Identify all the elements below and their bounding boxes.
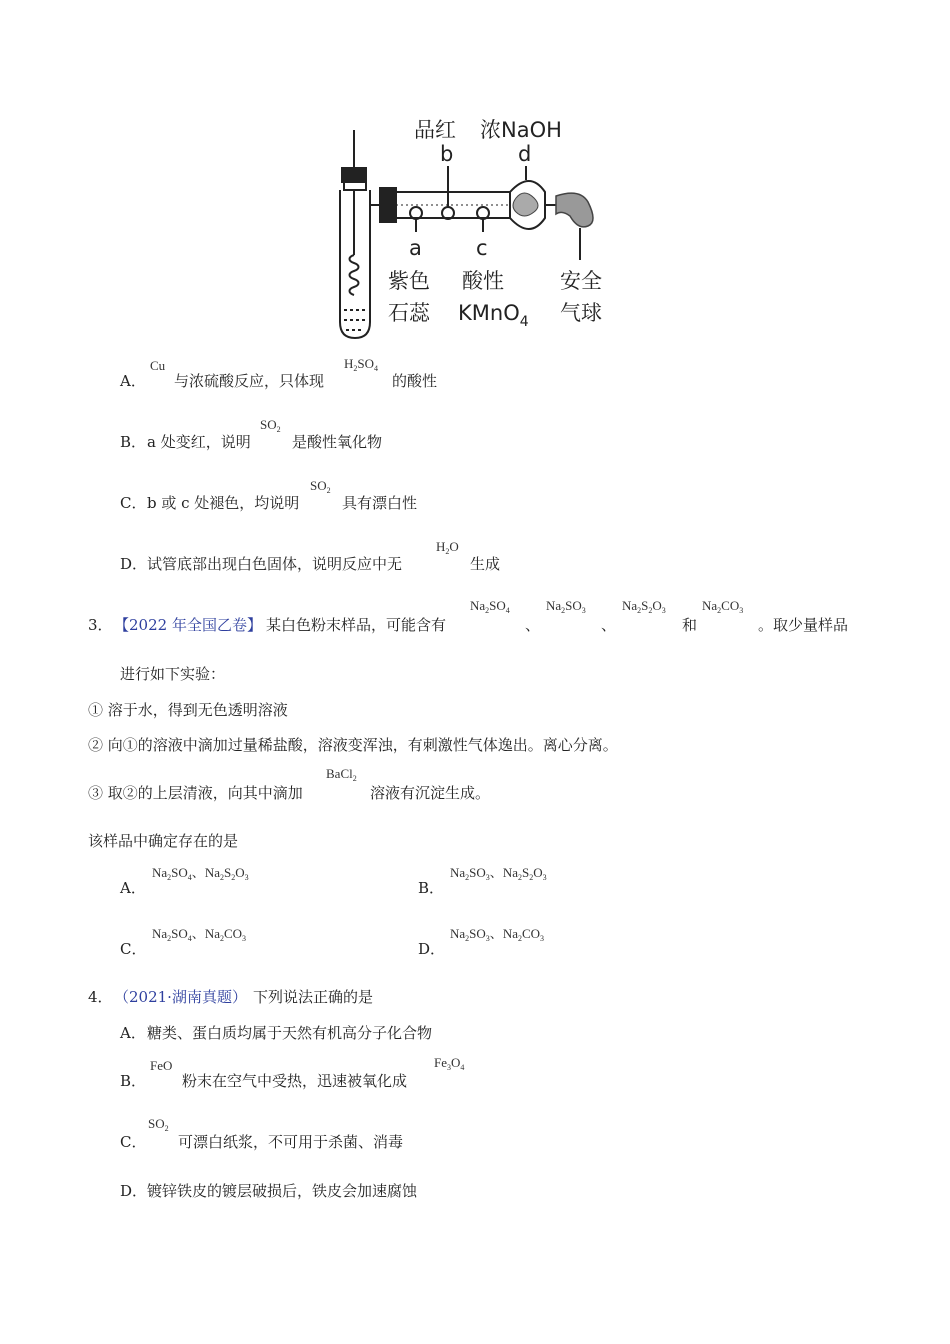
- diagram-label-pinhong: 品红: [414, 118, 456, 142]
- q2-option-c-letter: C．: [120, 494, 147, 512]
- diagram-label-b: b: [440, 142, 454, 166]
- step-2: ② 向①的溶液中滴加过量稀盐酸，溶液变浑浊，有刺激性气体逸出。离心分离。: [88, 736, 618, 754]
- formula-fe3o4: $Fe_3O_4$: [434, 1055, 465, 1072]
- option-letter: A．: [120, 1024, 146, 1042]
- diagram-label-anquan: 安全: [560, 269, 602, 293]
- diagram-label-suanxing: 酸性: [462, 269, 504, 293]
- q2-option-d-text: 试管底部出现白色固体，说明反应中无: [147, 555, 403, 573]
- question-prompt: 该样品中确定存在的是: [88, 832, 239, 850]
- diagram-label-a: a: [409, 236, 422, 260]
- question-number: 3．: [88, 616, 113, 634]
- question-stem: 某白色粉末样品，可能含有: [266, 616, 447, 634]
- option-letter: D．: [120, 1182, 148, 1200]
- q2-option-b-letter: B．: [120, 433, 147, 451]
- question-number: 4．: [88, 988, 113, 1006]
- q2-option-a-letter: A．: [120, 372, 146, 390]
- question-source: （2021·湖南真题）: [114, 988, 247, 1006]
- q2-option-d-text-end: 生成: [470, 555, 501, 573]
- option-letter: B．: [120, 1072, 147, 1090]
- option-letter: D．: [418, 940, 446, 958]
- step-3: ③ 取②的上层清液，向其中滴加: [88, 784, 303, 802]
- formula-na2co3: $Na_2CO_3$: [702, 598, 744, 615]
- formula-bacl2: BaCl$_2$: [326, 766, 357, 783]
- option-letter: A．: [120, 879, 146, 897]
- q2-option-c-text: b 或 c 处褪色，均说明: [147, 494, 300, 512]
- option-letter: C．: [120, 1133, 147, 1151]
- q2-option-c-text-end: 具有漂白性: [342, 494, 418, 512]
- step-3-end: 溶液有沉淀生成。: [370, 784, 491, 802]
- separator: 、: [525, 616, 541, 634]
- question-stem: 下列说法正确的是: [253, 988, 374, 1006]
- formula-na2s2o3: $Na_2S_2O_3$: [622, 598, 666, 615]
- conjunction: 和: [682, 616, 698, 634]
- option-text: 粉末在空气中受热，迅速被氧化成: [182, 1072, 408, 1090]
- step-1: ① 溶于水，得到无色透明溶液: [88, 701, 288, 719]
- formula-feo: FeO: [150, 1058, 173, 1073]
- apparatus-diagram: [330, 110, 630, 342]
- formula-h2so4: $H_2SO_4$: [344, 356, 379, 373]
- formula-cu: Cu: [150, 358, 166, 373]
- formula-so2: $SO_2$: [148, 1116, 169, 1133]
- question-stem-continued: 进行如下实验：: [120, 665, 226, 683]
- diagram-label-kmno4: KMnO$_4$: [458, 301, 529, 330]
- separator: 、: [601, 616, 617, 634]
- option-text: 可漂白纸浆，不可用于杀菌、消毒: [178, 1133, 404, 1151]
- question-source: 【2022 年全国乙卷】: [114, 616, 262, 634]
- diagram-label-d: d: [518, 142, 532, 166]
- q2-option-b-text: a 处变红，说明: [147, 433, 251, 451]
- option-text: 糖类、蛋白质均属于天然有机高分子化合物: [147, 1024, 433, 1042]
- formula-h2o: $H_2O$: [436, 539, 459, 556]
- formula-so2: $SO_2$: [310, 478, 331, 495]
- q2-option-d-letter: D．: [120, 555, 148, 573]
- diagram-label-zise: 紫色: [388, 269, 430, 293]
- formula-so2: $SO_2$: [260, 417, 281, 434]
- q2-option-a-text-end: 的酸性: [392, 372, 438, 390]
- option-letter: B．: [418, 879, 445, 897]
- option-letter: C．: [120, 940, 147, 958]
- q2-option-b-text-end: 是酸性氧化物: [292, 433, 383, 451]
- formula-na2so4: $Na_2SO_4$: [470, 598, 510, 615]
- formula-na2so4-na2s2o3: $Na_2SO_4$、$Na_2S_2O_3$: [152, 865, 249, 882]
- diagram-label-qiqiu: 气球: [560, 301, 602, 325]
- formula-na2so3: $Na_2SO_3$: [546, 598, 586, 615]
- diagram-label-c: c: [476, 236, 488, 260]
- formula-na2so4-na2co3: $Na_2SO_4$、$Na_2CO_3$: [152, 926, 247, 943]
- q2-option-a-text: 与浓硫酸反应，只体现: [174, 372, 325, 390]
- option-text: 镀锌铁皮的镀层破损后，铁皮会加速腐蚀: [147, 1182, 418, 1200]
- diagram-label-shirui: 石蕊: [388, 301, 430, 325]
- question-stem-end: 。取少量样品: [758, 616, 849, 634]
- formula-na2so3-na2s2o3: $Na_2SO_3$、$Na_2S_2O_3$: [450, 865, 547, 882]
- diagram-label-naoh: 浓NaOH: [480, 118, 562, 142]
- formula-na2so3-na2co3: $Na_2SO_3$、$Na_2CO_3$: [450, 926, 545, 943]
